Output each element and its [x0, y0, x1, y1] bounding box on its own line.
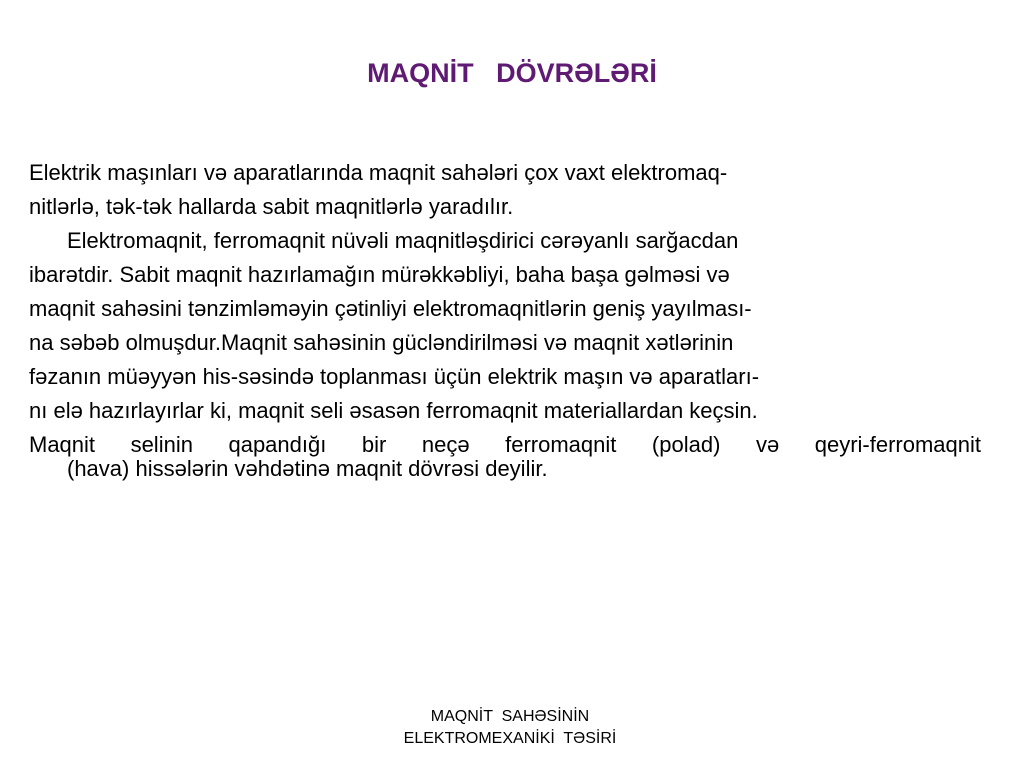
- paragraph-line: Elektromaqnit, ferromaqnit nüvəli maqnitləşdirici cərəyanlı sarğacdan: [67, 228, 739, 253]
- slide-footer: [350, 706, 670, 750]
- paragraph-line: Elektrik maşınları və aparatlarında maqnit sahələri çox vaxt elektromaq-: [29, 160, 728, 185]
- slide-title: MAQNİT DÖVRƏLƏRİ: [367, 58, 657, 88]
- paragraph-line: fəzanın müəyyən his-səsində toplanması üçün elektrik maşın və aparatları-: [29, 364, 760, 389]
- paragraph-line: nitlərlə, tək-tək hallarda sabit maqnitlərlə yaradılır.: [29, 194, 514, 219]
- footer-line: MAQNİT SAHƏSİNİN: [430, 708, 590, 725]
- paragraph-line: nı elə hazırlayırlar ki, maqnit seli əsasən ferromaqnit materiallardan keçsin.: [29, 398, 758, 423]
- paragraph-line: maqnit sahəsini tənzimləməyin çətinliyi elektromaqnitlərin geniş yayılması-: [29, 296, 752, 321]
- paragraph-line: na səbəb olmuşdur.Maqnit sahəsinin gücləndirilməsi və maqnit xətlərinin: [29, 330, 734, 355]
- slide-body: [29, 156, 981, 482]
- footer-line: ELEKTROMEXANİKİ TƏSİRİ: [403, 730, 617, 747]
- paragraph-line: (hava) hissələrin vəhdətinə maqnit dövrəsi deyilir.: [67, 456, 548, 481]
- paragraph-line: ibarətdir. Sabit maqnit hazırlamağın mürəkkəbliyi, baha başa gəlməsi və: [29, 262, 730, 287]
- paragraph-line: Maqnit selinin qapandığı bir neçə ferromaqnit (polad) və qeyri-ferromaqnit: [29, 432, 981, 457]
